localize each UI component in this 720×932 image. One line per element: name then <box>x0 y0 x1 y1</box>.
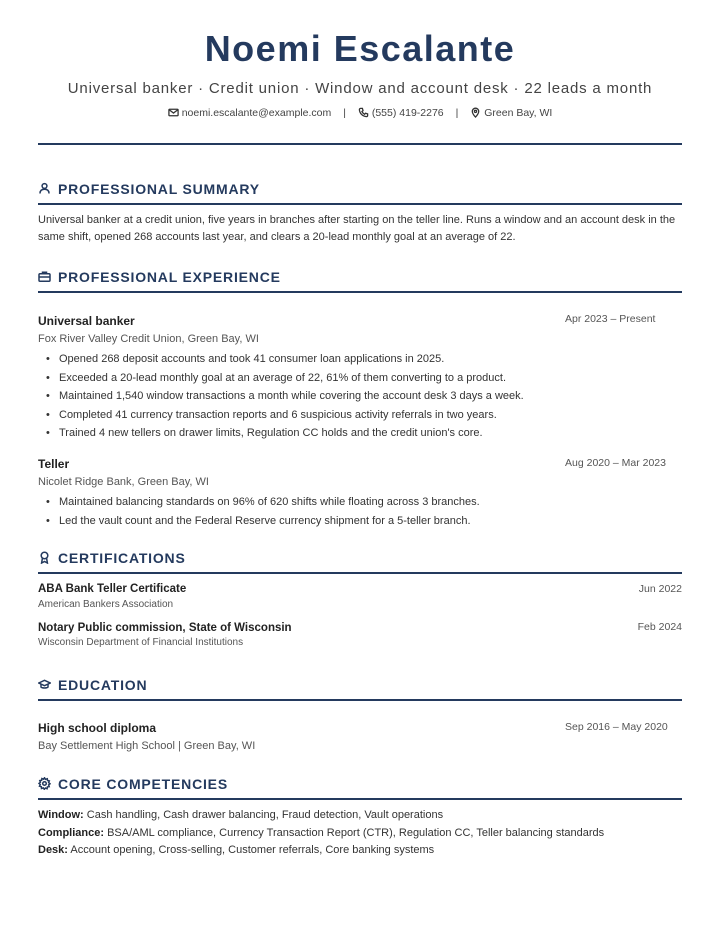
envelope-icon <box>168 107 179 118</box>
list-item: • Completed 41 currency transaction reports and 6 suspicious activity referrals in two years. <box>38 408 682 427</box>
list-item: • Opened 268 deposit accounts and took 41 consumer loan applications in 2025. <box>38 352 682 371</box>
tagline: Universal banker · Credit union · Window and account desk · 22 leads a month <box>67 80 653 97</box>
award-icon <box>38 551 51 564</box>
section-heading-education <box>38 677 682 701</box>
section-heading-summary <box>38 181 682 205</box>
email-text: noemi.escalante@example.com <box>181 107 332 120</box>
section-title: PROFESSIONAL SUMMARY <box>58 181 260 197</box>
list-item: • Exceeded a 20-lead monthly goal at an average of 22, 61% of them converting to a product. <box>38 371 682 390</box>
contact-separator: | <box>343 107 346 119</box>
phone-text: (555) 419-2276 <box>371 107 444 120</box>
job-bullets <box>38 352 682 445</box>
education-school: Bay Settlement High School | Green Bay, WI <box>38 740 256 752</box>
competency-text: Cash handling, Cash drawer balancing, Fraud detection, Vault operations <box>86 809 444 821</box>
competency-line-window <box>38 809 443 821</box>
job-dates: Aug 2020 – Mar 2023 <box>565 457 666 469</box>
resume-page <box>38 0 682 932</box>
contact-location <box>470 107 552 119</box>
job-organization: Nicolet Ridge Bank, Green Bay, WI <box>38 476 209 488</box>
graduation-cap-icon <box>38 678 51 691</box>
section-heading-experience <box>38 269 682 293</box>
certification-date: Feb 2024 <box>637 621 682 633</box>
job-title: Teller <box>38 457 70 471</box>
job-bullets <box>38 495 682 532</box>
job-organization: Fox River Valley Credit Union, Green Bay, WI <box>38 333 259 345</box>
gear-icon <box>38 777 51 790</box>
user-icon <box>38 182 51 195</box>
list-item: • Maintained 1,540 window transactions a month while covering the account desk 3 days a week. <box>38 389 682 408</box>
section-heading-competencies <box>38 776 682 800</box>
contact-email[interactable] <box>168 107 332 119</box>
phone-icon <box>358 107 369 118</box>
contact-separator: | <box>455 107 459 119</box>
contact-bar <box>38 107 682 119</box>
section-title: EDUCATION <box>58 677 148 693</box>
job-dates: Apr 2023 – Present <box>565 313 656 325</box>
competency-label: Desk: <box>38 844 68 856</box>
education-dates: Sep 2016 – May 2020 <box>565 721 668 733</box>
competency-text: BSA/AML compliance, Currency Transaction Report (CTR), Regulation CC, Teller balancing standards <box>107 827 605 839</box>
list-item: • Trained 4 new tellers on drawer limits, Regulation CC holds and the credit union's core. <box>38 426 682 445</box>
certification-issuer: Wisconsin Department of Financial Institutions <box>38 637 244 648</box>
certification-title: Notary Public commission, State of Wisconsin <box>38 622 292 634</box>
certification-date: Jun 2022 <box>638 583 682 595</box>
certification-title: ABA Bank Teller Certificate <box>38 583 187 595</box>
map-pin-icon <box>470 107 481 118</box>
certification-issuer: American Bankers Association <box>38 599 174 610</box>
list-item: • Maintained balancing standards on 96% of 620 shifts while floating across 3 branches. <box>38 495 682 514</box>
section-title: CERTIFICATIONS <box>58 550 186 566</box>
list-item: • Led the vault count and the Federal Reserve currency shipment for a 5-teller branch. <box>38 514 682 533</box>
competency-text: Account opening, Cross-selling, Customer referrals, Core banking systems <box>70 844 435 856</box>
section-title: CORE COMPETENCIES <box>58 776 228 792</box>
location-text: Green Bay, WI <box>484 107 553 120</box>
competency-line-desk <box>38 844 434 856</box>
job-title: Universal banker <box>38 314 135 328</box>
section-title: PROFESSIONAL EXPERIENCE <box>58 269 281 285</box>
contact-phone[interactable] <box>358 107 444 119</box>
competency-label: Compliance: <box>38 827 105 839</box>
header-divider <box>38 143 682 145</box>
competency-label: Window: <box>38 809 84 821</box>
summary-text: Universal banker at a credit union, five years in branches after starting on the teller line. Runs a window and an account desk in the same shift, opened 268 accounts last year, and clears a 20-lead monthly goal at an average of 22. <box>38 214 676 243</box>
briefcase-icon <box>38 270 51 283</box>
competency-line-compliance <box>38 827 604 839</box>
education-title: High school diploma <box>38 721 157 735</box>
candidate-name: Noemi Escalante <box>204 28 516 69</box>
section-heading-certifications <box>38 550 682 574</box>
